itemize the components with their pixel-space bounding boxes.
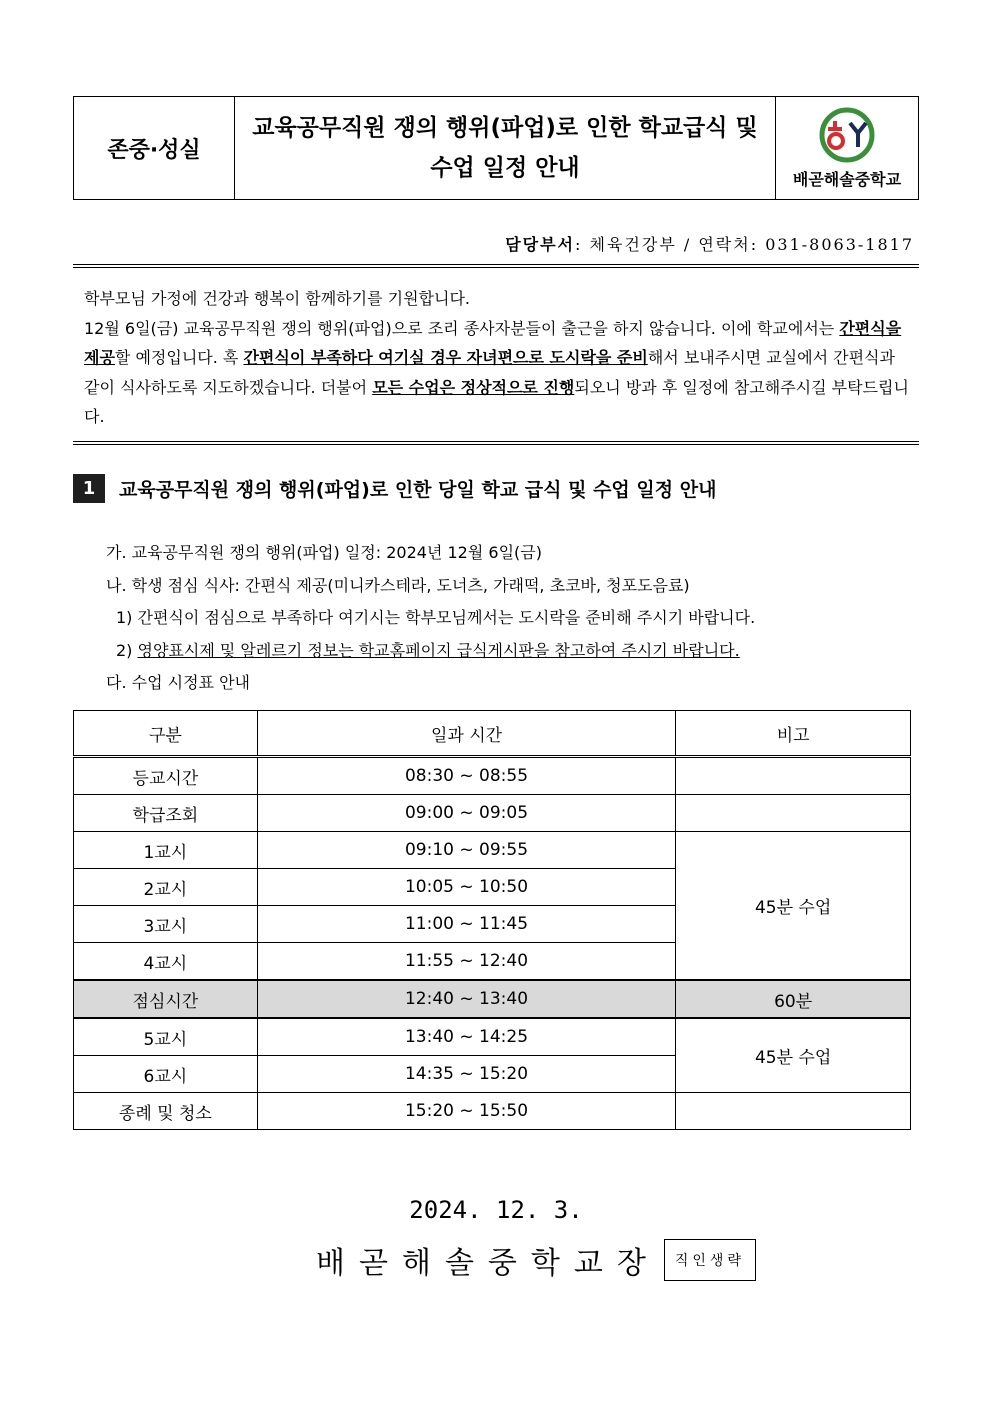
phone-label: 연락처 xyxy=(698,235,751,254)
greeting-line: 학부모님 가정에 건강과 행복이 함께하기를 기원합니다. xyxy=(84,289,471,308)
divider-bottom xyxy=(73,441,919,445)
notice-paragraph xyxy=(84,314,914,432)
dept-name: 체육건강부 xyxy=(589,235,677,254)
period-name: 3교시 xyxy=(74,906,258,943)
period-name: 점심시간 xyxy=(74,980,258,1018)
table-row xyxy=(74,1093,911,1130)
title-line-2: 수업 일정 안내 xyxy=(430,155,580,181)
simple-meal-emphasis: 간편식을 제공 xyxy=(84,318,902,367)
period-time: 14:35 ~ 15:20 xyxy=(257,1056,676,1093)
period-note-merged: 45분 수업 xyxy=(676,832,911,981)
school-logo-name: 배곧해솔중학교 xyxy=(792,169,902,189)
seal-omitted-box: 직인생략 xyxy=(664,1239,756,1281)
issue-date: 2024. 12. 3. xyxy=(409,1196,583,1224)
table-row-lunch xyxy=(74,980,911,1018)
classes-normal-emphasis: 모든 수업은 정상적으로 진행 xyxy=(372,377,575,397)
school-logo xyxy=(776,97,918,199)
list-subitem: 1) 간편식이 점심으로 부족하다 여기시는 학부모님께서는 도시락을 준비해 주시기 바랍니다. xyxy=(116,608,756,627)
table-header-row xyxy=(74,711,911,757)
period-name: 2교시 xyxy=(74,869,258,906)
school-motto: 존중·성실 xyxy=(74,97,235,199)
phone-number: 031-8063-1817 xyxy=(765,235,914,254)
section-heading xyxy=(73,474,716,503)
period-time: 12:40 ~ 13:40 xyxy=(257,980,676,1018)
period-name: 종례 및 청소 xyxy=(74,1093,258,1130)
period-time: 10:05 ~ 10:50 xyxy=(257,869,676,906)
notice-text: 으로 조리 종사자분들이 출근을 하지 않습니다. 이에 학교에서는 xyxy=(391,318,840,338)
period-note-merged: 45분 수업 xyxy=(676,1018,911,1093)
period-name: 1교시 xyxy=(74,832,258,869)
table-row xyxy=(74,1018,911,1056)
period-note xyxy=(676,757,911,795)
period-note xyxy=(676,795,911,832)
period-time: 11:55 ~ 12:40 xyxy=(257,943,676,981)
document-header xyxy=(73,96,919,200)
notice-text: 해서 보내주시면 교실에서 간편식과 같이 식사하도록 지도하겠습니다. 더불어 xyxy=(84,348,895,397)
schedule-table xyxy=(73,710,911,1130)
lunchbox-emphasis: 간편식이 부족하다 여기실 경우 자녀편으로 도시락을 준비 xyxy=(243,348,648,367)
period-time: 09:00 ~ 09:05 xyxy=(257,795,676,832)
period-time: 15:20 ~ 15:50 xyxy=(257,1093,676,1130)
period-name: 4교시 xyxy=(74,943,258,981)
subitem-number: 2) xyxy=(116,640,138,660)
intro-paragraph xyxy=(84,284,914,432)
list-subitem xyxy=(106,635,926,668)
period-time: 08:30 ~ 08:55 xyxy=(257,757,676,795)
info-list xyxy=(106,537,926,700)
contact-line: 담당부서: 체육건강부 / 연락처: 031-8063-1817 xyxy=(505,235,914,254)
dept-label: 담당부서 xyxy=(505,235,576,254)
table-row xyxy=(74,757,911,795)
period-note: 60분 xyxy=(676,980,911,1018)
list-item: 가. 교육공무직원 쟁의 행위(파업) 일정: 2024년 12월 6일(금) xyxy=(106,543,542,562)
principal-title: 배곧해솔중학교장 xyxy=(316,1246,660,1281)
section-title: 교육공무직원 쟁의 행위(파업)로 인한 당일 학교 급식 및 수업 일정 안내 xyxy=(119,479,717,501)
period-note xyxy=(676,1093,911,1130)
column-header: 비고 xyxy=(676,711,911,757)
period-name: 6교시 xyxy=(74,1056,258,1093)
signature-block xyxy=(316,1238,756,1282)
notice-text: 되오니 방과 후 일정에 참고해주시길 부탁드립니다. xyxy=(84,377,909,426)
notice-text: 할 예정입니다. 혹 xyxy=(114,348,244,367)
list-item: 다. 수업 시정표 안내 xyxy=(106,673,250,692)
period-name: 5교시 xyxy=(74,1018,258,1056)
period-time: 13:40 ~ 14:25 xyxy=(257,1018,676,1056)
section-number: 1 xyxy=(73,474,105,503)
period-time: 11:00 ~ 11:45 xyxy=(257,906,676,943)
column-header: 일과 시간 xyxy=(257,711,676,757)
column-header: 구분 xyxy=(74,711,258,757)
school-emblem-icon xyxy=(814,107,880,163)
allergy-info-text: 영양표시제 및 알레르기 정보는 학교홈페이지 급식게시판을 참고하여 주시기 바랍니다. xyxy=(137,640,740,660)
divider-top xyxy=(73,264,919,268)
period-name: 등교시간 xyxy=(74,757,258,795)
title-line-1: 교육공무직원 쟁의 행위(파업)로 인한 학교급식 및 xyxy=(252,115,758,141)
document-title xyxy=(235,97,776,199)
list-item: 나. 학생 점심 식사: 간편식 제공(미니카스테라, 도너츠, 가래떡, 초코바, 청포도음료) xyxy=(106,575,690,595)
table-row xyxy=(74,832,911,869)
period-name: 학급조회 xyxy=(74,795,258,832)
strike-date: 12월 6일(금) 교육공무직원 쟁의 행위(파업) xyxy=(84,318,392,338)
table-row xyxy=(74,795,911,832)
period-time: 09:10 ~ 09:55 xyxy=(257,832,676,869)
